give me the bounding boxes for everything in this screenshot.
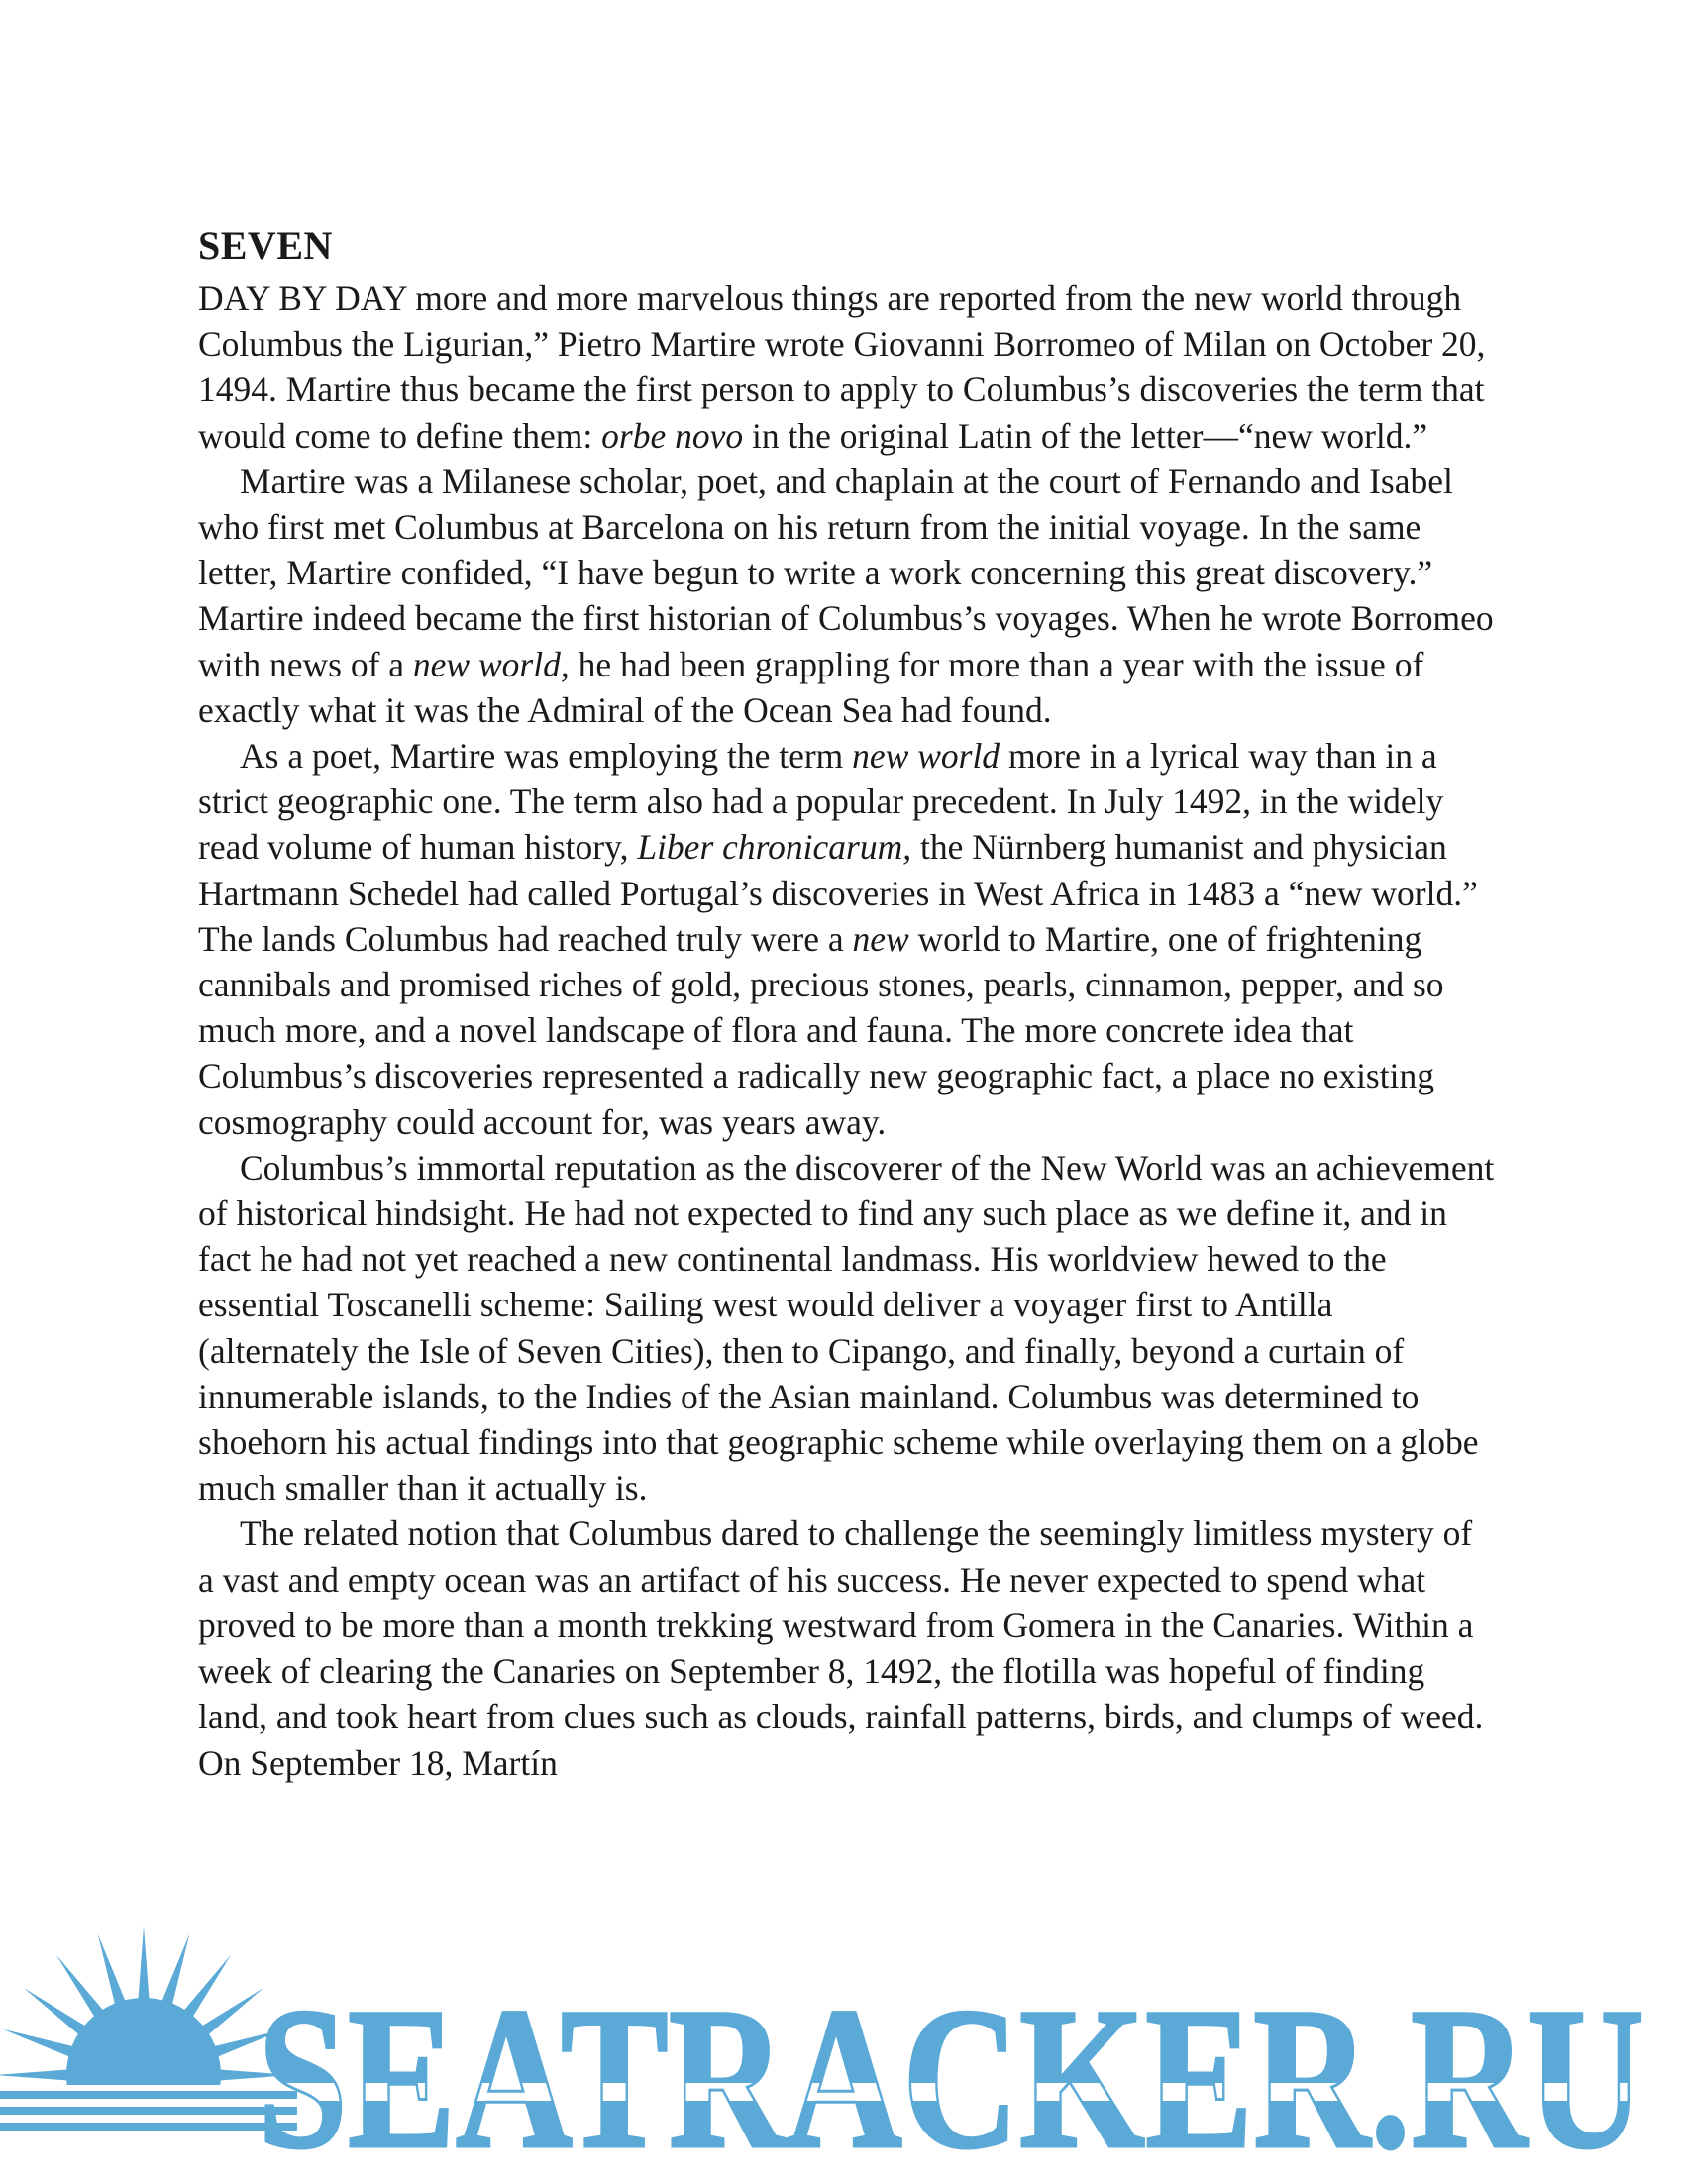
- sun-ray: [138, 2144, 150, 2179]
- paragraph-text: Columbus’s immortal reputation as the discoverer of the New World was an achievement of historical hindsight. He had not expected to find any such place as we define it, and in fact he had not yet reached a new continental landmass. His worldview hewed to the essential Toscanelli scheme: Sailing west would deliver a voyager first to Antilla (alternately the Isle of Seven Cities), then to Cipango, and finally, beyond a curtain of innumerable islands, to the Indies of the Asian mainland. Columbus was determined to shoehorn his actual findings into that geographic scheme while overlaying them on a globe much smaller than it actually is.: [198, 1147, 1495, 1508]
- sun-ray: [159, 1933, 190, 2011]
- italic-text: new: [852, 918, 909, 959]
- sun-ray: [98, 1933, 129, 2011]
- paragraph-text: more in a lyrical way than in a strict geographic one. The term also had a popular precedent. In July 1492, in the widely read volume of human history,: [198, 736, 1444, 868]
- sun-ray: [2, 2029, 79, 2060]
- sun-icon: [0, 1926, 297, 2179]
- italic-text: new world: [852, 736, 1000, 777]
- italic-text: new world,: [412, 644, 570, 684]
- paragraph-text: world to Martire, one of frightening cannibals and promised riches of gold, precious stones, pearls, cinnamon, pepper, and so much more, and a novel landscape of flora and fauna. The more concrete idea that Columbus’s discoveries represented a radically new geographic fact, a place no existing cosmography could account for, was years away.: [198, 918, 1444, 1142]
- page-body: [198, 220, 1496, 1786]
- sun-ray: [56, 2128, 108, 2179]
- sun-ray: [24, 2111, 91, 2162]
- paragraph-3: [198, 733, 1496, 1145]
- body-text: [198, 275, 1496, 1786]
- sun-ray: [159, 2138, 190, 2179]
- italic-text: Liber chronicarum,: [637, 827, 912, 868]
- paragraph-text: Martire was a Milanese scholar, poet, and chaplain at the court of Fernando and Isabel who first met Columbus at Barcelona on his return from the initial voyage. In the same letter, Martire confided, “I have begun to write a work concerning this great discovery.” Martire indeed became the first historian of Columbus’s voyages. When he wrote Borromeo with news of a: [198, 461, 1494, 684]
- paragraph-text: As a poet, Martire was employing the term: [240, 736, 853, 777]
- paragraph-text: DAY BY DAY more and more marvelous things are reported from the new world through Columbus the Ligurian,” Pietro Martire wrote Giovanni Borromeo of Milan on October 20, 1494. Martire thus became the first person to apply to Columbus’s discoveries the term that would come to define them:: [198, 278, 1486, 456]
- paragraph-text: in the original Latin of the letter—“new world.”: [743, 415, 1428, 456]
- watermark-text: SEATRACKER.RU: [258, 1966, 1644, 2179]
- chapter-title: SEVEN: [198, 223, 333, 267]
- sun-ray: [0, 2069, 74, 2081]
- sun-ray: [98, 2138, 129, 2179]
- paragraph-text: he had been grappling for more than a year with the issue of exactly what it was the Admiral of the Ocean Sea had found.: [198, 644, 1424, 730]
- sun-ray: [138, 1926, 150, 2006]
- paragraph-1: [198, 275, 1496, 459]
- paragraph-2: [198, 459, 1496, 733]
- sun-ray: [179, 2128, 231, 2179]
- paragraph-text: The related notion that Columbus dared to challenge the seemingly limitless mystery of a vast and empty ocean was an artifact of his success. He never expected to spend what proved to be more than a month trekking westward from Gomera in the Canaries. Within a week of clearing the Canaries on September 8, 1492, the flotilla was hopeful of finding land, and took heart from clues such as clouds, rainfall patterns, birds, and clumps of weed. On September 18, Martín: [198, 1513, 1484, 1783]
- sun-ray: [196, 2111, 263, 2162]
- watermark: [0, 1926, 1684, 2179]
- paragraph-5: [198, 1510, 1496, 1785]
- italic-text: orbe novo: [601, 415, 744, 456]
- paragraph-4: [198, 1145, 1496, 1511]
- paragraph-text: the Nürnberg humanist and physician Hartmann Schedel had called Portugal’s discoveries in West Africa in 1483 a “new world.” The lands Columbus had reached truly were a: [198, 827, 1478, 959]
